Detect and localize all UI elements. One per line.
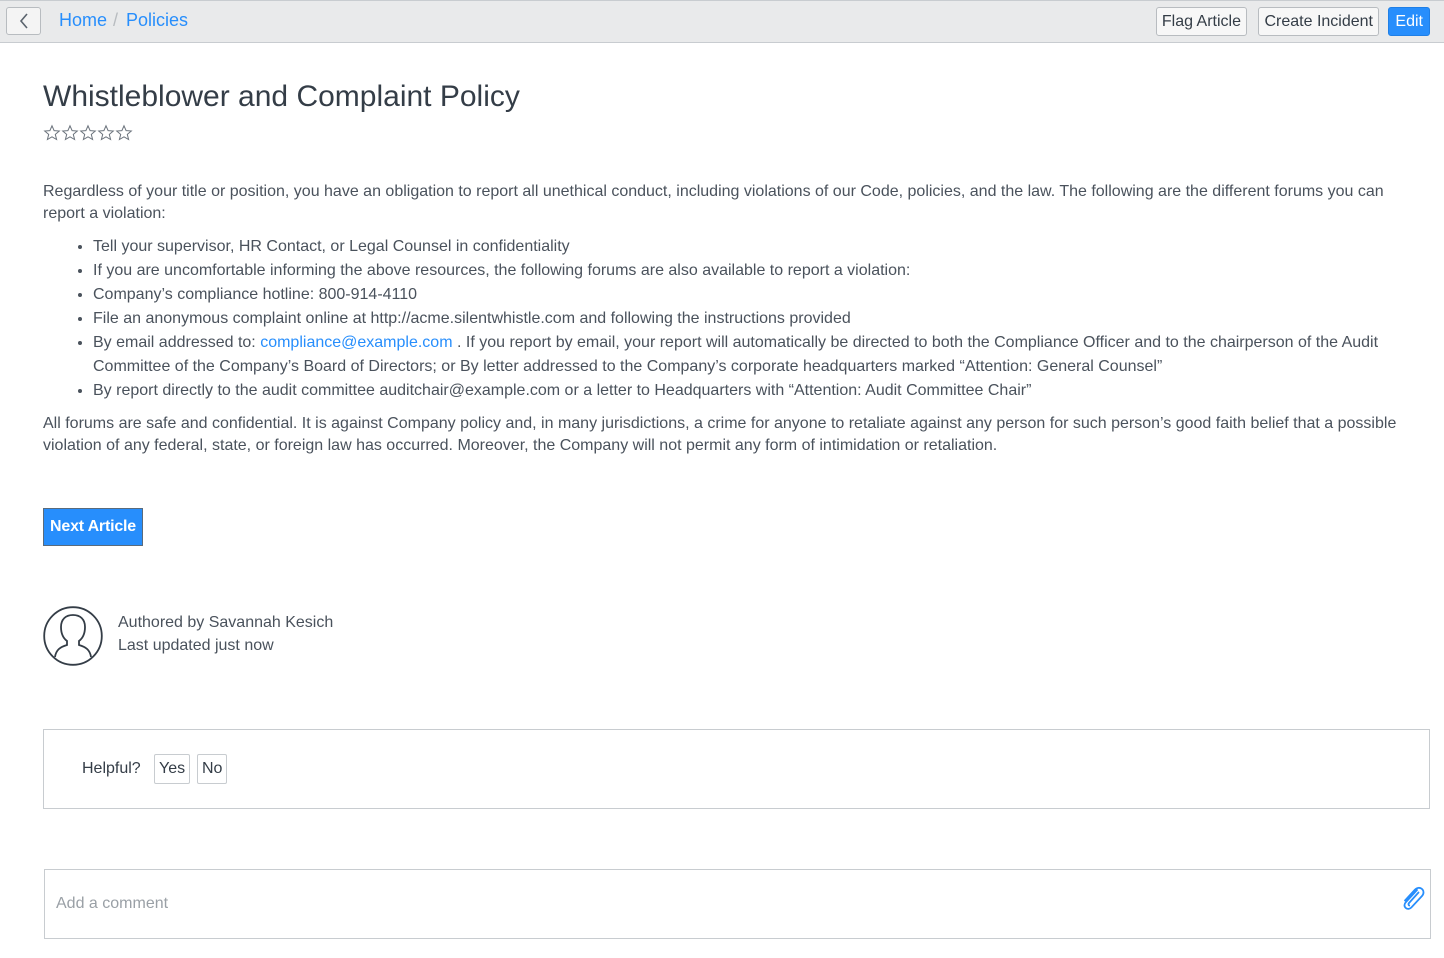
list-item: • File an anonymous complaint online at http://acme.silentwhistle.com and following the instructions provided xyxy=(93,307,1423,331)
breadcrumb-policies[interactable]: Policies xyxy=(126,10,189,30)
star-icon[interactable] xyxy=(79,124,97,142)
star-icon[interactable] xyxy=(97,124,115,142)
comment-input[interactable] xyxy=(45,870,1385,938)
helpful-yes-button[interactable]: Yes xyxy=(154,754,190,784)
article-intro: Regardless of your title or position, you have an obligation to report all unethical conduct, including violations of our Code, policies, and the law. The following are the different forums you can report a violation: xyxy=(43,183,1384,222)
list-item: • By report directly to the audit committee auditchair@example.com or a letter to Headquarters with “Attention: Audit Committee Chair” xyxy=(93,379,1423,403)
top-bar xyxy=(0,0,1444,43)
back-button[interactable] xyxy=(6,7,41,35)
breadcrumb xyxy=(59,10,188,31)
article-body xyxy=(43,181,1423,457)
article-closing: All forums are safe and confidential. It is against Company policy and, in many jurisdictions, a crime for anyone to retaliate against any person for such person’s good faith belief that a possible violation of any federal, state, or foreign law has occurred. Moreover, the Company will not permit any form of intimidation or retaliation. xyxy=(43,415,1397,454)
star-icon[interactable] xyxy=(115,124,133,142)
email-suffix: . If you report by email, your report will automatically be directed to both the Compliance Officer and to the chairperson of the Audit Committee of the Company’s Board of Directors; or By letter addressed to the Company’s corporate headquarters marked “Attention: General Counsel” xyxy=(93,334,1379,375)
helpful-label: Helpful? xyxy=(82,760,141,777)
star-icon[interactable] xyxy=(43,124,61,142)
user-avatar-icon xyxy=(43,606,103,666)
breadcrumb-home[interactable]: Home xyxy=(59,10,108,30)
author-info xyxy=(118,611,333,657)
list-item-email xyxy=(93,331,1423,379)
next-article-button[interactable]: Next Article xyxy=(43,508,143,546)
helpful-no-button[interactable]: No xyxy=(197,754,227,784)
helpful-feedback-box xyxy=(43,729,1430,809)
list-item: • If you are uncomfortable informing the above resources, the following forums are also available to report a violation: xyxy=(93,259,1423,283)
list-item: • Tell your supervisor, HR Contact, or Legal Counsel in confidentiality xyxy=(93,235,1423,259)
breadcrumb-separator: / xyxy=(113,10,119,30)
paperclip-icon[interactable] xyxy=(1398,884,1426,912)
list-item: • Company’s compliance hotline: 800-914-4110 xyxy=(93,283,1423,307)
comment-box xyxy=(44,869,1431,939)
compliance-email-link[interactable]: compliance@example.com xyxy=(260,334,453,351)
star-icon[interactable] xyxy=(61,124,79,142)
flag-article-button[interactable]: Flag Article xyxy=(1156,7,1247,36)
chevron-left-icon xyxy=(18,12,30,30)
create-incident-button[interactable]: Create Incident xyxy=(1258,7,1379,36)
edit-button[interactable]: Edit xyxy=(1388,7,1430,36)
article-title: Whistleblower and Complaint Policy xyxy=(43,80,520,113)
last-updated: Last updated just now xyxy=(118,637,274,654)
email-prefix: By email addressed to: xyxy=(93,334,261,351)
reporting-forums-list xyxy=(43,235,1423,403)
star-rating[interactable] xyxy=(43,124,133,142)
author-name: Authored by Savannah Kesich xyxy=(118,614,334,631)
author-section xyxy=(43,606,333,666)
